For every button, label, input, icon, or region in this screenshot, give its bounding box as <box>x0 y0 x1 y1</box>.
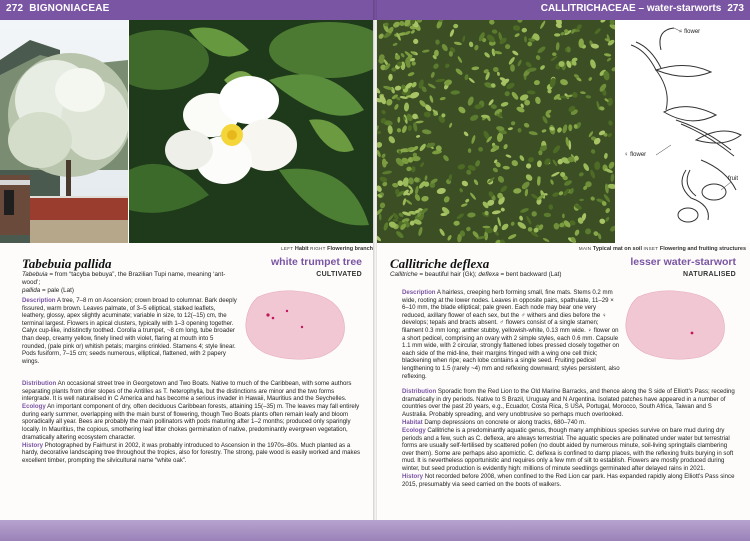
etym-genus-right: Callitriche <box>390 271 418 278</box>
leaf-texture <box>482 226 490 229</box>
leaf-texture <box>505 44 510 49</box>
caption-text-habit: Habit <box>294 246 309 252</box>
left-page-number: 272 <box>6 3 24 14</box>
left-page-header <box>6 3 109 14</box>
left-family-name: BIGNONIACEAE <box>29 3 110 14</box>
right-page-header <box>541 3 744 14</box>
right-status: NATURALISED <box>683 271 736 278</box>
etym-genus: Tabebuia <box>22 271 48 278</box>
left-eco-text: An important component of dry, often deciduous Caribbean forests, attaining 15(–35) m. The leaves may fall entirely during early summer, overlapping with the main burst of flowering, though Two Boats plants often remain leafy and bloom sporadically all year. Bees are probably the main pollinators with pods maturing after 1–2 months; produced only sparingly locally. In Mauritius, the copious, smothering leaf litter chokes germination of native, predominantly evergreen vegetation, dramatically altering ecosystem character. <box>22 403 360 441</box>
left-body-text-bottom <box>22 380 364 465</box>
label-female-flower: ♀ flower <box>624 152 647 158</box>
right-page-number: 273 <box>727 3 744 14</box>
right-eco-text: Callitriche is a predominantly aquatic genus, though many amphibious species survive on bare mud during dry periods and a few, such as C. deflexa, are always terrestrial. The aquatic species are pollinated under water but terrestrial forms are usually self-fertilised by scattered pollen (no doubt aided by numerous minute, soil-living springtails clambering over them). Some are perhaps also apomictic. C. deflexa is confined to damp places, with the reflexing fruits burying in soft mud. It is nevertheless opportunistic and requires only a few mm of silt to establish. Flowers are mostly produced during winter, but seed production is evidently high: millions of minute seedlings germinated after delayed rains in 2021. <box>402 426 734 472</box>
left-desc-label: Description <box>22 297 56 304</box>
caption-text-structures: Flowering and fruiting structures <box>659 246 746 252</box>
right-hab-text: Damp depressions on concrete or along tracks, 680–740 m. <box>424 418 586 426</box>
right-hab-label: Habitat <box>402 418 423 426</box>
left-hist-text: Photographed by Fairhurst in 2002, it was probably introduced to Ascension in the 1970s–80s. Much planted as a hardy, decorative landscaping tree throughout the tropics, also for forestry. The strong, pale wood is easily worked and makes excellent timber, prompting the silvicultural name “white oak”. <box>22 441 361 464</box>
right-distribution-map <box>620 287 730 362</box>
etym-epithet: pallida <box>22 287 41 294</box>
left-common-name: white trumpet tree <box>270 256 362 268</box>
right-etymology <box>390 271 630 279</box>
caption-tag-inset: INSET <box>643 246 659 251</box>
etym-genus-meaning-right: = beautiful hair (Gk); <box>417 271 479 278</box>
etym-epithet-meaning: = pale (Lat) <box>40 287 74 294</box>
right-common-name: lesser water-starwort <box>630 256 736 268</box>
caption-text-branch: Flowering branch <box>327 246 373 252</box>
caption-tag-left: LEFT <box>281 246 294 251</box>
etym-epithet-right: deflexa <box>478 271 499 278</box>
leaf-texture <box>554 33 560 36</box>
left-species-name: Tabebuia pallida <box>22 256 112 271</box>
left-dist-label: Distribution <box>22 380 57 387</box>
label-male-flower: ♂ flower <box>678 29 701 35</box>
left-body-text-top <box>22 297 238 366</box>
bottom-color-band <box>0 520 750 541</box>
left-dist-text: An occasional street tree in Georgetown and Two Boats. Native to much of the Caribbean, with some authors separating plants from drier slopes of the Antilles as T. heterophylla, but the distinctions are minor and the two forms intergrade. It is well naturalised in C America and has become a serious invader in Hawaii, Mauritius and the Seychelles. <box>22 380 352 403</box>
flowering-fruiting-diagram <box>616 20 750 243</box>
etym-genus-meaning: = from “tacyba bebuya”, the Brazilian Tupi name, meaning ‘ant-wood’; <box>22 271 226 286</box>
book-gutter <box>373 0 377 541</box>
label-fruit: fruit <box>728 176 739 182</box>
right-page-title: CALLITRICHACEAE – water-starworts <box>540 3 722 14</box>
caption-tag-right: RIGHT <box>310 246 326 251</box>
left-etymology <box>22 271 242 295</box>
tree-habit-photo <box>0 20 128 243</box>
starwort-mat-photo <box>377 20 615 243</box>
right-dist-text: Sporadic from the Red Lion to the Old Marine Barracks, and thence along the S side of Elliott's Pass; receding dramatically in dry periods. Native to S Brazil, Uruguay and N Argentina. Isolated patches have appeared in a number of countries over the past 20 years, e.g., Ecuador, Costa Rica, S USA, Portugal, Morocco, South Africa, Taiwan and S Australia. Probably spreading, and very unobtrusive so perhaps much overlooked. <box>402 388 735 418</box>
flowering-branch-photo <box>129 20 373 243</box>
left-distribution-map <box>240 287 350 362</box>
left-desc-text: A tree, 7–8 m on Ascension; crown broad to columnar. Bark deeply fissured, warm brown. Leaves palmate, of 3–5 elliptical, stalked leaflets, leathery, glossy, apex slightly acuminate; variable in size, to 12(–15) cm, the terminal largest. Flowers in apical clusters, typically with 1–3 opening together. Calyx cup-like, indistinctly toothed. Corolla a trumpet, ~8 cm long, tube broader than deep, creamy yellow, finely lined with violet, flaring at mouth into 5 rounded, (pale pink or) whitish petals; margins crinkled. Stamens 4; style linear. Pods fusiform, 7–15 cm; seeds numerous, elliptical, flattened, with 2 papery wings. <box>22 297 237 365</box>
right-hist-label: History <box>402 473 423 481</box>
left-status: CULTIVATED <box>316 271 362 278</box>
right-desc-label: Description <box>402 289 436 296</box>
right-body-text-top <box>402 289 620 381</box>
leaf-texture <box>562 214 565 219</box>
caption-tag-main: MAIN <box>578 246 592 251</box>
right-photo-caption <box>470 246 746 252</box>
right-body-text-bottom <box>402 388 736 489</box>
right-dist-label: Distribution <box>402 388 437 395</box>
left-hist-label: History <box>22 441 43 449</box>
left-photo-caption <box>232 246 373 252</box>
caption-text-mat: Typical mat on soil <box>592 246 642 252</box>
left-eco-label: Ecology <box>22 403 46 411</box>
leaf-texture <box>549 204 553 209</box>
leaf-texture <box>395 189 399 195</box>
right-species-name: Callitriche deflexa <box>390 256 490 271</box>
right-hist-text: Not recorded before 2008, when confined to the Red Lion car park. Has expanded rapidly along Elliott's Pass since 2015, presumably via seed carried on the boots of walkers. <box>402 473 735 488</box>
right-eco-label: Ecology <box>402 426 426 434</box>
etym-epithet-meaning-right: = bent backward (Lat) <box>498 271 562 278</box>
right-desc-text: A hairless, creeping herb forming small, fine mats. Stems 0.2 mm wide, rooting at the lower nodes. Leaves in opposite pairs, spathulate, 11–29 × 6–10 mm, the blade elliptical; pale green. Each node may bear one very reduced, axillary flower of each sex, but the ♂ withers and dies before the ♀ develops; tepals and bracts absent. ♂ flowers consist of a single stamen; filament 0.3 mm long; anther stubby, yellowish-white, 0.13 mm wide. ♀ flower on a short pedicel, comprising an ovary with 2 simple styles, each 0.6 mm. Capsule 1.1 mm wide, with 2 circular, strongly flattened lobes pressed closely together on each side of the mid-line, their margins fringed with a wing one cell thick; blackening when ripe; each lobe contains a single seed. Fruiting pedicel lengthening to 1.5 (rarely ~4) mm and reflexing downward; styles persistent, also reflexing. <box>402 289 620 380</box>
